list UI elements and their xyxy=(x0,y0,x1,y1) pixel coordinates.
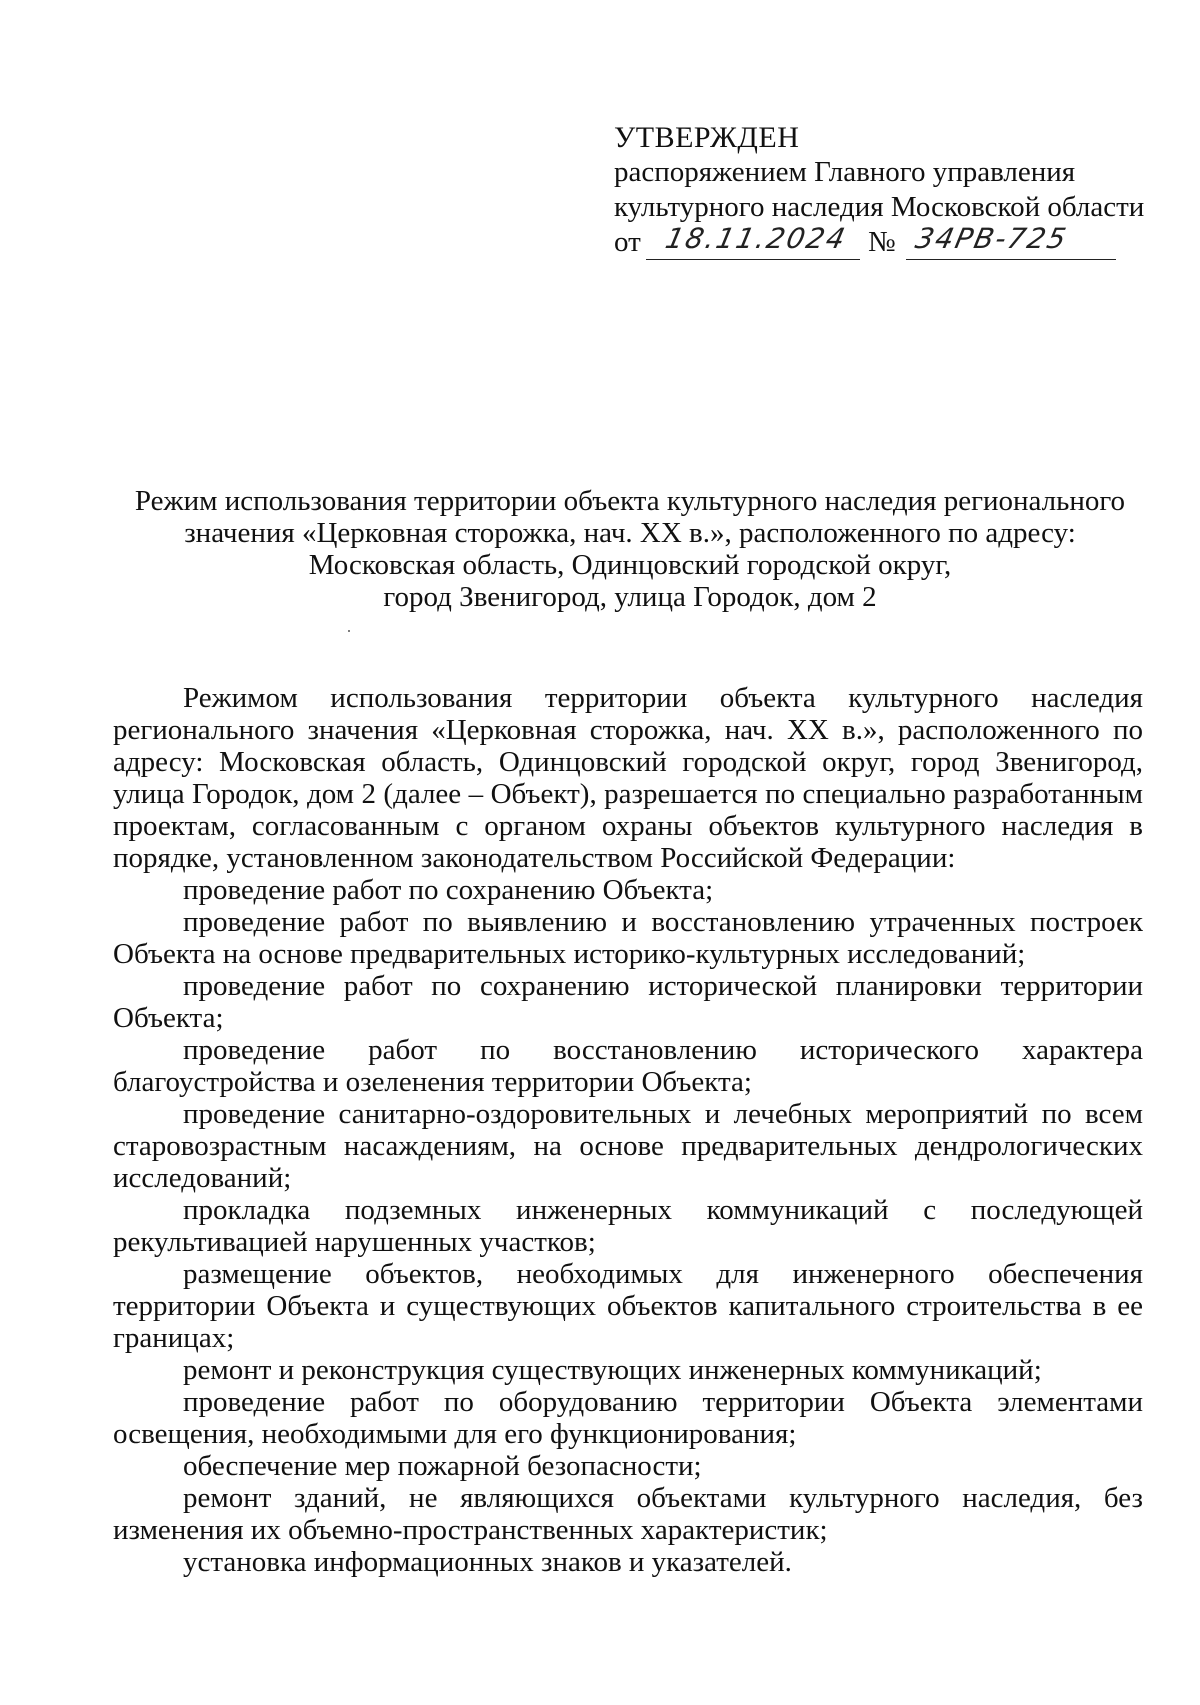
list-item: проведение работ по сохранению исторической планировки территории Объекта; xyxy=(113,970,1143,1034)
approval-line-1: распоряжением Главного управления xyxy=(614,156,1076,188)
document-title xyxy=(100,485,1160,613)
list-item: ремонт зданий, не являющихся объектами культурного наследия, без изменения их объемно-пространственных характеристик; xyxy=(113,1482,1143,1546)
list-item: проведение работ по оборудованию территории Объекта элементами освещения, необходимыми для его функционирования; xyxy=(113,1386,1143,1450)
list-item: проведение санитарно-оздоровительных и лечебных мероприятий по всем старовозрастным насаждениям, на основе предварительных дендрологических исследований; xyxy=(113,1098,1143,1194)
approval-date-number-row xyxy=(614,222,1154,265)
number-underline xyxy=(906,259,1116,260)
title-line-3: Московская область, Одинцовский городской округ, xyxy=(308,549,952,581)
title-line-2: значения «Церковная сторожка, нач. XX в.», расположенного по адресу: xyxy=(184,517,1076,549)
title-line-4: город Звенигород, улица Городок, дом 2 xyxy=(383,581,877,613)
handwritten-number: 34РВ-725 xyxy=(912,222,1071,255)
handwritten-date: 18.11.2024 xyxy=(662,222,850,255)
title-line-1: Режим использования территории объекта культурного наследия регионального xyxy=(134,485,1126,517)
scan-speck xyxy=(348,630,350,632)
list-item: проведение работ по выявлению и восстановлению утраченных построек Объекта на основе предварительных историко-культурных исследований; xyxy=(113,906,1143,970)
approval-heading: УТВЕРЖДЕН xyxy=(614,121,800,154)
list-item: размещение объектов, необходимых для инженерного обеспечения территории Объекта и существующих объектов капитального строительства в ее границах; xyxy=(113,1258,1143,1354)
list-item: обеспечение мер пожарной безопасности; xyxy=(183,1450,702,1482)
document-body xyxy=(113,682,1143,1578)
approval-stamp-block xyxy=(614,120,1154,265)
list-item: проведение работ по восстановлению исторического характера благоустройства и озеленения территории Объекта; xyxy=(113,1034,1143,1098)
approval-line-2: культурного наследия Московской области xyxy=(614,191,1145,223)
number-sign: № xyxy=(868,226,896,258)
list-item: ремонт и реконструкция существующих инженерных коммуникаций; xyxy=(183,1354,1042,1386)
list-item: проведение работ по сохранению Объекта; xyxy=(183,874,714,906)
list-item: установка информационных знаков и указателей. xyxy=(183,1546,792,1578)
date-underline xyxy=(646,259,860,260)
list-item: прокладка подземных инженерных коммуникаций с последующей рекультивацией нарушенных участков; xyxy=(113,1194,1143,1258)
intro-paragraph: Режимом использования территории объекта культурного наследия регионального значения «Церковная сторожка, нач. XX в.», расположенного по адресу: Московская область, Одинцовский городской округ, город Звенигород, улица Городок, дом 2 (далее – Объект), разрешается по специально разработанным проектам, согласованным с органом охраны объектов культурного наследия в порядке, установленном законодательством Российской Федерации: xyxy=(113,682,1143,874)
date-prefix: от xyxy=(614,226,641,258)
